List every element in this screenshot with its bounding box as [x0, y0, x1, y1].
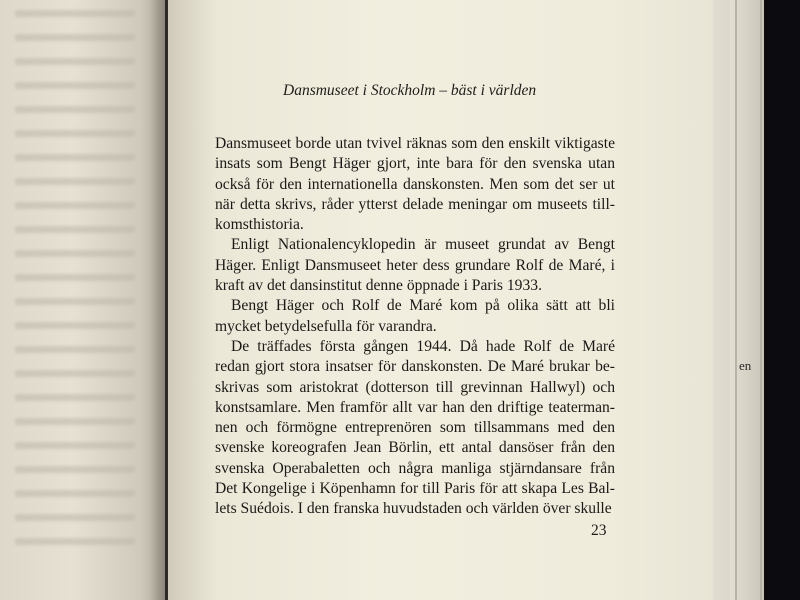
text-line: också för den internationella danskonsten. Men som det ser ut	[215, 175, 615, 193]
paragraph	[215, 296, 615, 337]
text-line: konstsamlare. Men framför allt var han den driftige teaterman-	[215, 398, 615, 416]
text-line: komsthistoria.	[215, 216, 304, 234]
text-line: De träffades första gången 1944. Då hade Rolf de Maré	[231, 337, 615, 355]
text-line: Dansmuseet borde utan tvivel räknas som den enskilt viktigaste	[215, 135, 615, 152]
blurred-facing-text	[15, 10, 135, 562]
text-line: Häger. Enligt Dansmuseet heter dess grundare Rolf de Maré, i	[215, 256, 615, 274]
running-head: Dansmuseet i Stockholm – bäst i världen	[283, 82, 537, 99]
text-line: Enligt Nationalencyklopedin är museet grundat av Bengt	[231, 236, 615, 254]
text-line: när detta skrivs, råder ytterst delade meningar om museets till-	[215, 195, 615, 213]
page-number: 23	[591, 522, 607, 539]
text-line: svenska Operabaletten och några manliga stjärndansare från	[215, 459, 615, 477]
body-text	[215, 134, 615, 520]
text-line: nen och förmögne entreprenören som tillsammans med den	[215, 419, 615, 437]
paragraph	[215, 235, 615, 296]
adjacent-page-fragment: en	[739, 358, 752, 373]
text-line: insats som Bengt Häger gjort, inte bara för den svenska utan	[215, 155, 615, 173]
page-edge-line	[735, 0, 737, 600]
text-line: svenske koreografen Jean Börlin, ett antal dansöser från den	[215, 439, 615, 457]
text-line: Bengt Häger och Rolf de Maré kom på olika sätt att bli	[231, 297, 615, 315]
text-line: redan gjort stora insatser för danskonsten. De Maré brukar be-	[215, 358, 615, 376]
text-line: mycket betydelsefulla för varandra.	[215, 317, 437, 335]
facing-left-page	[0, 0, 165, 600]
text-line: Det Kongelige i Köpenhamn for till Paris för att skapa Les Bal-	[215, 480, 615, 498]
text-line: kraft av det dansinstitut denne öppnade i Paris 1933.	[215, 277, 542, 295]
text-line: skrivas som aristokrat (dotterson till grevinnan Hallwyl) och	[215, 378, 615, 396]
text-line: lets Suédois. I den franska huvudstaden och världen över skulle	[215, 500, 612, 518]
page-edge-line	[760, 0, 762, 600]
paragraph	[215, 134, 615, 235]
paragraph	[215, 337, 615, 520]
